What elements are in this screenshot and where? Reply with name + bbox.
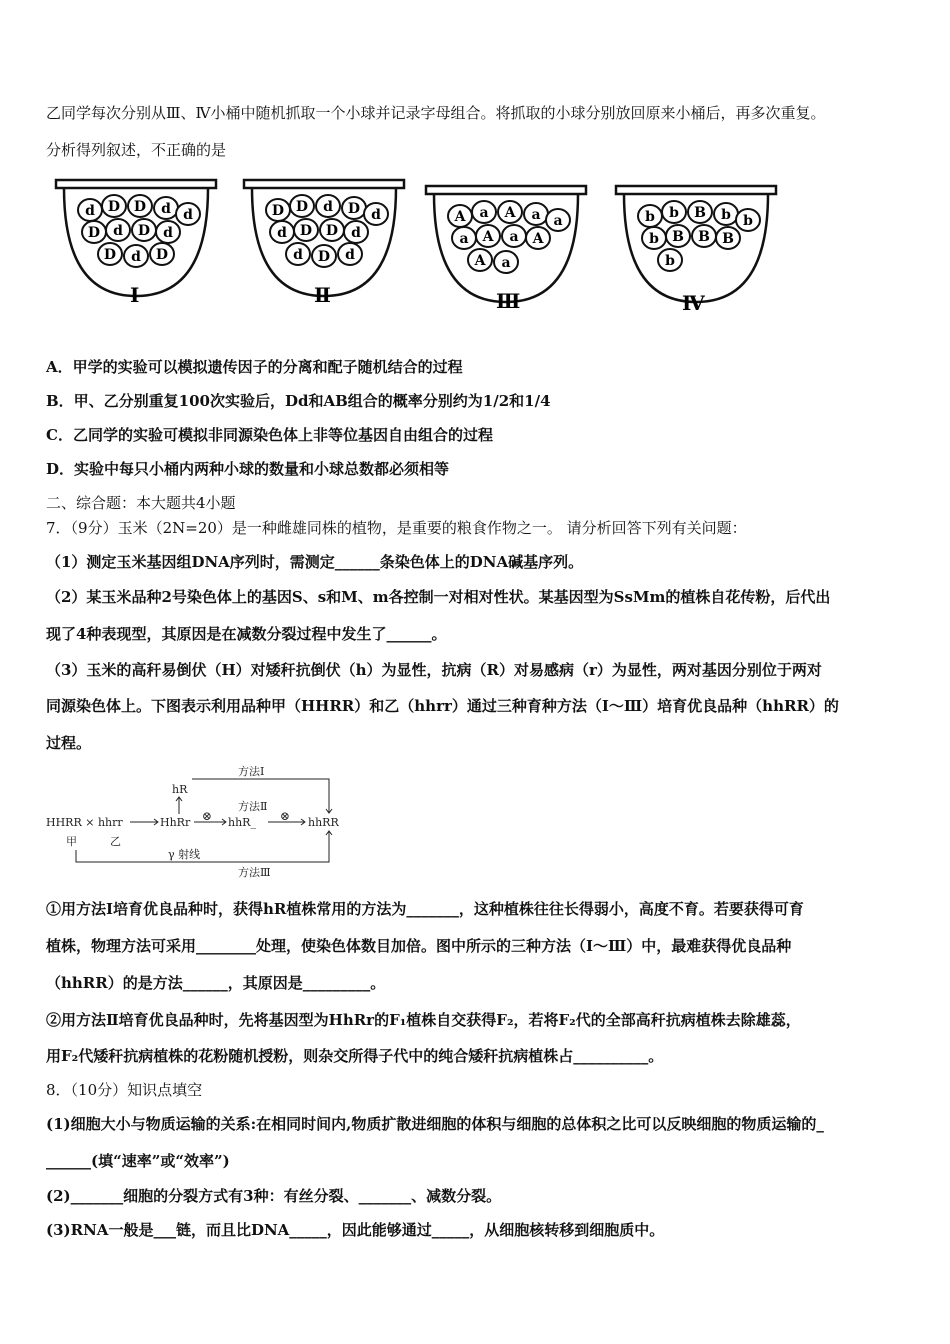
ball-letter: a [501, 255, 511, 271]
ball-letter: d [323, 199, 333, 215]
ball-letter: b [649, 231, 659, 247]
bucket-1-balls [78, 195, 200, 267]
ball-letter: d [131, 249, 141, 265]
ball-letter: B [698, 229, 710, 245]
ball-letter: d [345, 247, 355, 263]
ball-letter: a [509, 229, 519, 245]
gamma-ray-label: γ 射线 [168, 848, 201, 861]
bucket-3-balls [448, 201, 570, 273]
q7-sub-1-b: 植株，物理方法可采用________处理，使染色体数目加倍。图中所示的三种方法（Ⅰ～Ⅲ）中，最难获得优良品种 [46, 937, 792, 955]
q7-part-2-a: （2）某玉米品种2号染色体上的基因S、s和M、m各控制一对相对性状。某基因型为SsMm的植株自花传粉，后代出 [46, 588, 831, 606]
ball-letter: d [183, 207, 193, 223]
ball-letter: B [694, 205, 706, 221]
ball-letter: d [163, 225, 173, 241]
ball-letter: A [474, 253, 486, 269]
ball-letter: d [161, 201, 171, 217]
self-cross-symbol-1: ⊗ [202, 809, 213, 823]
ball-letter: A [532, 231, 544, 247]
ball-letter: D [325, 223, 339, 239]
ball-letter: b [721, 207, 731, 223]
ball-letter: B [672, 229, 684, 245]
self-cross-symbol-2: ⊗ [280, 809, 291, 823]
ball-letter: D [317, 249, 331, 265]
option-d: D．实验中每只小桶内两种小球的数量和小球总数都必须相等 [46, 460, 450, 478]
ball-letter: D [103, 247, 117, 263]
breeding-diagram [46, 762, 366, 882]
ball-letter: A [482, 229, 494, 245]
hr-label: hR [172, 783, 188, 796]
method-3-label: 方法Ⅲ [238, 866, 271, 879]
q7-sub-1-a: ①用方法Ⅰ培育优良品种时，获得hR植株常用的方法为_______，这种植株往往长得弱小，高度不育。若要获得可育 [46, 900, 804, 918]
q8-part-1-a: (1)细胞大小与物质运输的关系:在相同时间内,物质扩散进细胞的体积与细胞的总体积之比可以反映细胞的物质运输的_ [46, 1115, 824, 1133]
section-2-heading: 二、综合题：本大题共4小题 [46, 494, 236, 512]
target-label: hhRR [308, 816, 339, 829]
q7-part-3-b: 同源染色体上。下图表示利用品种甲（HHRR）和乙（hhrr）通过三种育种方法（Ⅰ～Ⅲ）培育优良品种（hhRR）的 [46, 697, 839, 715]
f1-label: HhRr [160, 816, 191, 829]
ball-letter: d [293, 247, 303, 263]
ball-letter: a [479, 205, 489, 221]
bucket-2 [244, 180, 404, 307]
ball-letter: D [347, 201, 361, 217]
bucket-4-label: Ⅳ [682, 291, 705, 315]
q8-part-2: (2)_______细胞的分裂方式有3种：有丝分裂、_______、减数分裂。 [46, 1187, 502, 1205]
ball-letter: a [553, 213, 563, 229]
ball-letter: D [295, 199, 309, 215]
q7-sub-2-b: 用F₂代矮秆抗病植株的花粉随机授粉，则杂交所得子代中的纯合矮秆抗病植株占__________。 [46, 1047, 664, 1065]
ball-letter: b [743, 213, 753, 229]
ball-letter: d [277, 225, 287, 241]
bucket-1-label: Ⅰ [130, 283, 140, 307]
bucket-3-label: Ⅲ [496, 289, 521, 313]
q7-sub-2-a: ②用方法Ⅱ培育优良品种时，先将基因型为HhRr的F₁植株自交获得F₂，若将F₂代的全部高秆抗病植株去除雄蕊， [46, 1011, 801, 1029]
ball-letter: b [645, 209, 655, 225]
ball-letter: D [87, 225, 101, 241]
ball-letter: D [155, 247, 169, 263]
ball-letter: b [669, 205, 679, 221]
bucket-2-balls [266, 195, 388, 267]
method-1-label: 方法Ⅰ [238, 765, 265, 778]
ball-letter: d [113, 223, 123, 239]
ball-letter: D [137, 223, 151, 239]
q7-part-3-c: 过程。 [46, 734, 92, 752]
option-c: C．乙同学的实验可模拟非同源染色体上非等位基因自由组合的过程 [46, 426, 493, 444]
ball-letter: a [531, 207, 541, 223]
hhr-label: hhR_ [228, 816, 256, 829]
q7-stem: 7．（9分）玉米（2N=20）是一种雌雄同株的植物，是重要的粮食作物之一。 请分析回答下列有关问题： [46, 519, 747, 537]
q7-part-2-b: 现了4种表现型，其原因是在减数分裂过程中发生了______。 [46, 625, 447, 643]
option-b: B．甲、乙分别重复100次实验后，Dd和AB组合的概率分别约为1/2和1/4 [46, 392, 551, 410]
bucket-4 [616, 186, 776, 315]
yi-label: 乙 [110, 835, 121, 848]
method-2-label: 方法Ⅱ [238, 800, 268, 813]
ball-letter: d [85, 203, 95, 219]
ball-letter: D [299, 223, 313, 239]
buckets-figure [48, 178, 788, 318]
q7-part-3-a: （3）玉米的高秆易倒伏（H）对矮秆抗倒伏（h）为显性，抗病（R）对易感病（r）为显性，两对基因分别位于两对 [46, 661, 822, 679]
q7-part-1: （1）测定玉米基因组DNA序列时，需测定______条染色体上的DNA碱基序列。 [46, 553, 584, 571]
q8-part-3: (3)RNA一般是___链，而且比DNA_____，因此能够通过_____，从细胞核转移到细胞质中。 [46, 1221, 665, 1239]
ball-letter: D [107, 199, 121, 215]
intro-line-2: 分析得列叙述，不正确的是 [46, 141, 227, 159]
q8-stem: 8．（10分）知识点填空 [46, 1081, 203, 1099]
q7-sub-1-c: （hhRR）的是方法______，其原因是_________。 [46, 974, 386, 992]
ball-letter: d [371, 207, 381, 223]
ball-letter: B [722, 231, 734, 247]
q8-part-1-b: ______(填“速率”或“效率”) [46, 1152, 230, 1170]
bucket-1 [56, 180, 216, 307]
option-a: A．甲学的实验可以模拟遗传因子的分离和配子随机结合的过程 [46, 358, 463, 376]
bucket-3 [426, 186, 586, 313]
bucket-2-label: Ⅱ [314, 283, 331, 307]
ball-letter: D [133, 199, 147, 215]
bucket-4-balls [638, 201, 760, 271]
ball-letter: a [459, 231, 469, 247]
intro-line-1: 乙同学每次分别从Ⅲ、Ⅳ小桶中随机抓取一个小球并记录字母组合。将抓取的小球分别放回原来小桶后，再多次重复。 [46, 104, 826, 122]
ball-letter: A [504, 205, 516, 221]
ball-letter: D [271, 203, 285, 219]
ball-letter: d [351, 225, 361, 241]
jia-label: 甲 [66, 835, 77, 848]
ball-letter: b [665, 253, 675, 269]
parents-label: HHRR × hhrr [46, 816, 123, 829]
ball-letter: A [454, 209, 466, 225]
